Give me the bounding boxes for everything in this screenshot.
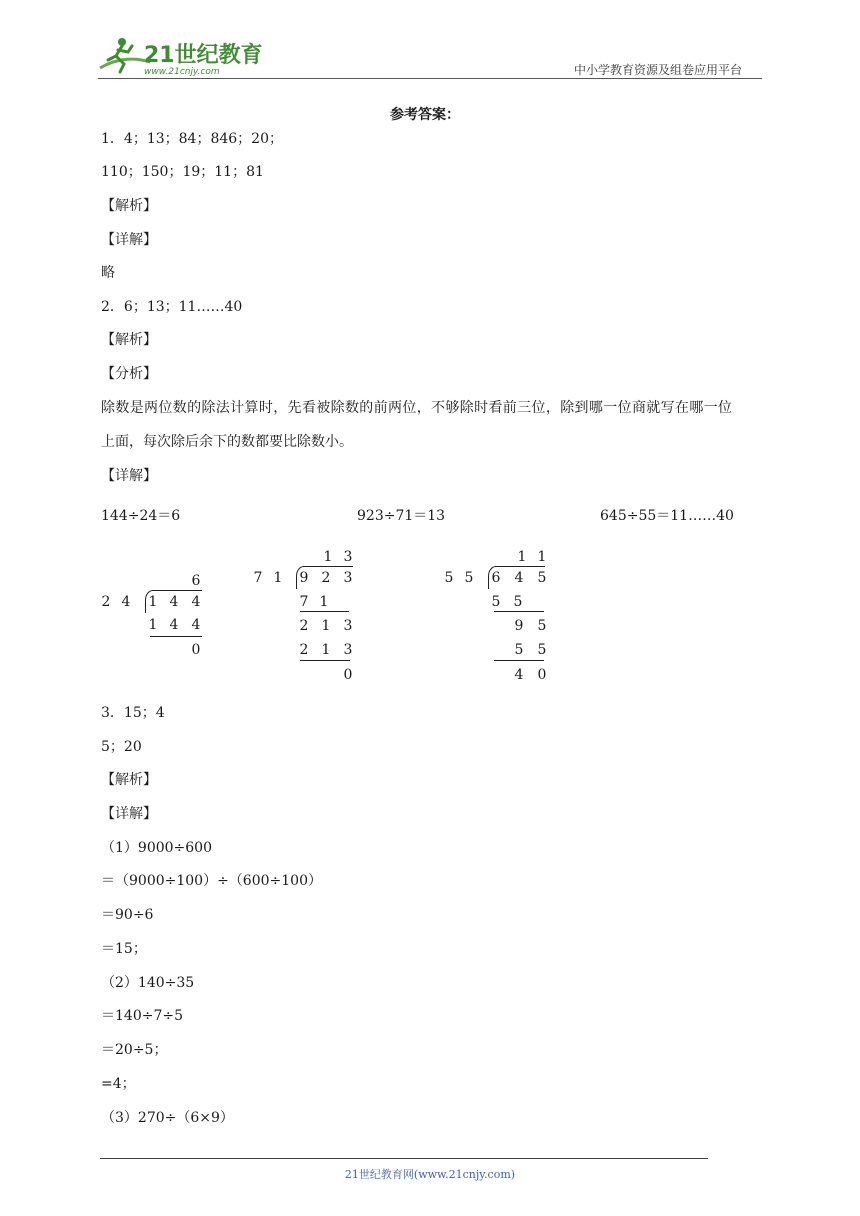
ld3-quotient-digit: 1 <box>537 549 547 565</box>
ld1-quotient-digit: 6 <box>191 573 201 589</box>
answer-3-line-1: 3．15；4 <box>101 705 165 721</box>
calc-step: =4； <box>101 1076 136 1092</box>
calc-step: （1）9000÷600 <box>101 840 212 856</box>
subtraction-line <box>494 660 544 661</box>
answer-2-analysis-line-2: 上面，每次除后余下的数都要比除数小。 <box>101 434 353 450</box>
ld3-mid-digit: 9 <box>514 618 524 634</box>
page-title: 参考答案： <box>390 107 460 123</box>
answer-2-xiangjie: 【详解】 <box>101 468 157 484</box>
ld1-dividend-digit: 1 <box>148 594 158 610</box>
footer-divider <box>100 1158 708 1159</box>
ld2-dividend-digit: 2 <box>321 570 331 586</box>
ld3-mid-digit: 5 <box>537 618 547 634</box>
ld2-mid-digit: 1 <box>321 618 331 634</box>
ld1-remainder-digit: 0 <box>191 642 201 658</box>
ld2-subtract-digit: 2 <box>299 642 309 658</box>
ld2-dividend-digit: 3 <box>343 570 353 586</box>
ld1-dividend-digit: 4 <box>191 594 201 610</box>
ld3-divisor-digit: 5 <box>464 570 474 586</box>
subtraction-line <box>494 611 544 612</box>
calc-step: ＝20÷5； <box>101 1042 168 1058</box>
answer-1-line-2: 110；150；19；11；81 <box>101 164 264 180</box>
ld2-divisor-digit: 7 <box>253 570 263 586</box>
equation-645-div-55: 645÷55＝11……40 <box>600 508 734 524</box>
division-bar <box>152 590 202 591</box>
ld3-subtract-digit: 5 <box>514 642 524 658</box>
ld2-divisor-digit: 1 <box>273 570 283 586</box>
ld2-subtract-digit: 1 <box>319 594 329 610</box>
subtraction-line <box>300 611 349 612</box>
ld1-dividend-digit: 4 <box>169 594 179 610</box>
logo-url-text: www.21cnjy.com <box>144 67 220 77</box>
answer-2-line-1: 2．6；13；11……40 <box>101 299 243 315</box>
footer-text: 21世纪教育网(www.21cnjy.com) <box>344 1168 516 1181</box>
brand-logo <box>94 34 264 78</box>
ld1-subtract-digit: 4 <box>191 617 201 633</box>
ld2-quotient-digit: 3 <box>343 549 353 565</box>
equation-923-div-71: 923÷71＝13 <box>357 508 446 524</box>
calc-step: （3）270÷（6×9） <box>101 1110 234 1126</box>
answer-3-line-2: 5；20 <box>101 739 142 755</box>
calc-step: ＝90÷6 <box>101 907 154 923</box>
ld1-divisor-digit: 2 <box>101 594 111 610</box>
ld1-subtract-digit: 4 <box>169 617 179 633</box>
ld2-mid-digit: 2 <box>299 618 309 634</box>
ld3-remainder-digit: 0 <box>537 667 547 683</box>
answer-3-jiexi: 【解析】 <box>101 772 157 788</box>
ld3-remainder-digit: 4 <box>514 667 524 683</box>
logo-text: 21世纪教育 <box>144 43 263 68</box>
ld3-dividend-digit: 4 <box>514 570 524 586</box>
ld3-quotient-digit: 1 <box>517 549 527 565</box>
answer-1-lue: 略 <box>101 265 115 281</box>
ld1-subtract-digit: 1 <box>148 617 158 633</box>
platform-name: 中小学教育资源及组卷应用平台 <box>574 63 743 77</box>
ld3-subtract-digit: 5 <box>491 594 501 610</box>
ld2-dividend-digit: 9 <box>299 570 309 586</box>
calc-step: （2）140÷35 <box>101 975 195 991</box>
equation-144-div-24: 144÷24＝6 <box>101 508 181 524</box>
ld2-subtract-digit: 3 <box>343 642 353 658</box>
calc-step: ＝140÷7÷5 <box>101 1008 183 1024</box>
ld2-mid-digit: 3 <box>343 618 353 634</box>
ld2-subtract-digit: 1 <box>321 642 331 658</box>
ld1-divisor-digit: 4 <box>121 594 131 610</box>
ld3-divisor-digit: 5 <box>444 570 454 586</box>
ld3-dividend-digit: 6 <box>491 570 501 586</box>
subtraction-line <box>300 660 350 661</box>
header-divider <box>98 78 762 79</box>
ld2-remainder-digit: 0 <box>343 667 353 683</box>
calc-step: ＝（9000÷100）÷（600÷100） <box>101 873 322 889</box>
ld3-subtract-digit: 5 <box>513 594 523 610</box>
ld2-quotient-digit: 1 <box>323 549 333 565</box>
division-bar <box>495 566 545 567</box>
answer-2-jiexi: 【解析】 <box>101 332 157 348</box>
ld3-subtract-digit: 5 <box>537 642 547 658</box>
answer-2-analysis-line-1: 除数是两位数的除法计算时，先看被除数的前两位，不够除时看前三位，除到哪一位商就写在哪一位 <box>101 400 733 416</box>
runner-logo-icon <box>94 34 264 78</box>
ld2-subtract-digit: 7 <box>299 594 309 610</box>
answer-1-jiexi: 【解析】 <box>101 198 157 214</box>
calc-step: ＝15； <box>101 941 147 957</box>
ld3-dividend-digit: 5 <box>537 570 547 586</box>
answer-3-xiangjie: 【详解】 <box>101 806 157 822</box>
answer-1-xiangjie: 【详解】 <box>101 232 157 248</box>
answer-2-fenxi: 【分析】 <box>101 366 157 382</box>
division-bar <box>303 566 353 567</box>
answer-1-line-1: 1．4；13；84；846；20； <box>101 131 283 147</box>
subtraction-line <box>150 636 202 637</box>
